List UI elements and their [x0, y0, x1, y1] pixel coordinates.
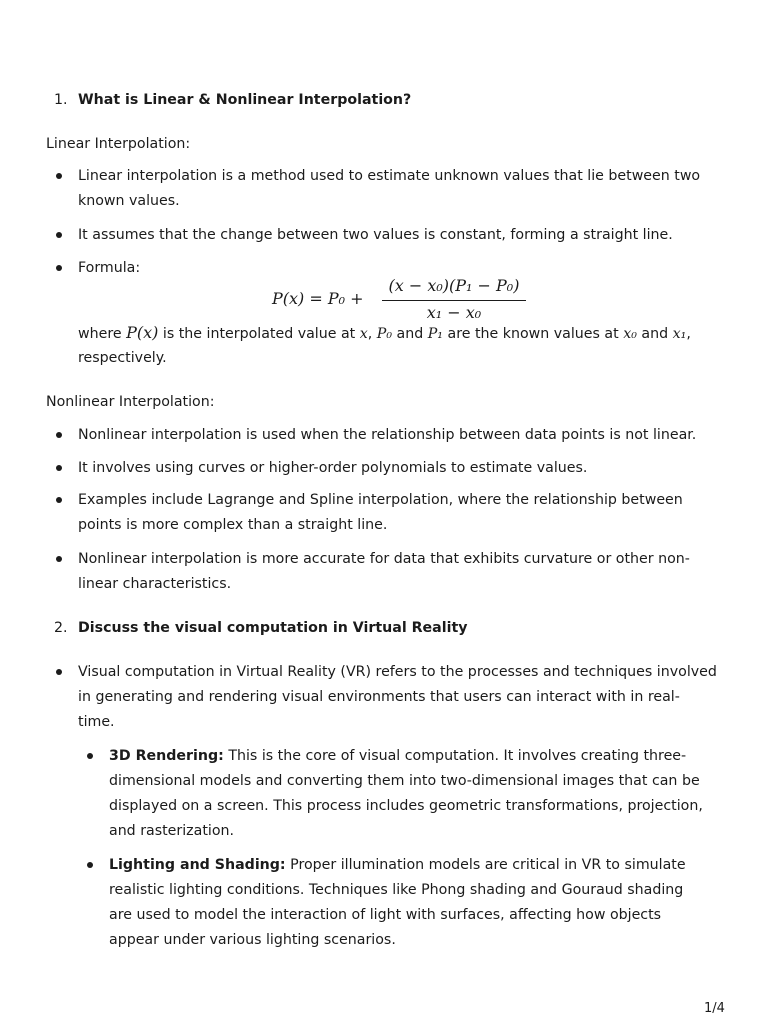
paragraph-line: in generating and rendering visual environments that users can interact with in real-	[78, 689, 680, 705]
paragraph-line: Nonlinear interpolation is used when the relationship between data points is not linear.	[78, 427, 697, 443]
bullet-dot	[87, 862, 93, 868]
paragraph-line: and rasterization.	[109, 823, 235, 839]
bullet-dot	[56, 556, 62, 562]
paragraph-line: dimensional models and converting them into two-dimensional images that can be	[109, 773, 700, 789]
section-number: 1.	[54, 92, 68, 108]
bullet-dot	[56, 465, 62, 471]
paragraph-line: appear under various lighting scenarios.	[109, 932, 396, 948]
fraction-bar	[382, 300, 526, 301]
where-text: ,	[367, 326, 373, 342]
paragraph-line: Examples include Lagrange and Spline interpolation, where the relationship between	[78, 492, 683, 508]
paragraph-line: Linear interpolation is a method used to estimate unknown values that lie between two	[78, 168, 701, 184]
bullet-dot	[87, 753, 93, 759]
subsection-title: Linear Interpolation:	[46, 136, 191, 152]
where-line	[78, 323, 691, 344]
math-p1: P₁	[427, 326, 443, 342]
subsection-title: Nonlinear Interpolation:	[46, 394, 215, 410]
formula-lhs: P(x) = P₀ +	[272, 289, 364, 308]
page-number: 1/4	[704, 1001, 725, 1016]
paragraph-line: displayed on a screen. This process includes geometric transformations, projection,	[109, 798, 703, 814]
where-text: where	[78, 326, 122, 342]
math-x0: x₀	[623, 326, 637, 342]
section-heading: What is Linear & Nonlinear Interpolation?	[78, 92, 412, 108]
section-number: 2.	[54, 620, 68, 636]
formula-numerator: (x − x₀)(P₁ − P₀)	[388, 276, 520, 295]
where-text: and	[641, 326, 669, 342]
where-text: ,	[686, 326, 691, 342]
paragraph-line: Nonlinear interpolation is more accurate for data that exhibits curvature or other non-	[78, 551, 690, 567]
bullet-dot	[56, 173, 62, 179]
where-text: are the known values at	[447, 326, 619, 342]
bullet-dot	[56, 265, 62, 271]
bullet-dot	[56, 669, 62, 675]
paragraph-line	[109, 855, 686, 875]
paragraph-line: are used to model the interaction of light with surfaces, affecting how objects	[109, 907, 662, 923]
math-px: P(x)	[126, 323, 159, 342]
paragraph-line: realistic lighting conditions. Techniques like Phong shading and Gouraud shading	[109, 882, 684, 898]
paragraph-line: It involves using curves or higher-order polynomials to estimate values.	[78, 460, 588, 476]
paragraph-line: time.	[78, 714, 115, 730]
term-label: Lighting and Shading:	[109, 857, 286, 873]
paragraph-line: Formula:	[78, 260, 141, 276]
math-x: x	[359, 326, 368, 342]
paragraph-text: This is the core of visual computation. It involves creating three-	[228, 748, 687, 764]
paragraph-line: points is more complex than a straight line.	[78, 517, 388, 533]
where-text: and	[396, 326, 424, 342]
bullet-dot	[56, 432, 62, 438]
math-x1: x₁	[672, 326, 687, 342]
paragraph-line: known values.	[78, 193, 180, 209]
paragraph-line: respectively.	[78, 350, 167, 366]
formula-denominator: x₁ − x₀	[426, 303, 482, 322]
paragraph-text: Proper illumination models are critical in VR to simulate	[290, 857, 686, 873]
section-heading: Discuss the visual computation in Virtual Reality	[78, 620, 468, 636]
bullet-dot	[56, 497, 62, 503]
bullet-dot	[56, 232, 62, 238]
paragraph-line: Visual computation in Virtual Reality (VR) refers to the processes and techniques involved	[78, 664, 717, 680]
paragraph-line	[109, 746, 686, 766]
term-label: 3D Rendering:	[109, 748, 224, 764]
paragraph-line: linear characteristics.	[78, 576, 232, 592]
paragraph-line: It assumes that the change between two values is constant, forming a straight line.	[78, 227, 673, 243]
where-text: is the interpolated value at	[162, 326, 356, 342]
math-p0: P₀	[376, 326, 393, 342]
